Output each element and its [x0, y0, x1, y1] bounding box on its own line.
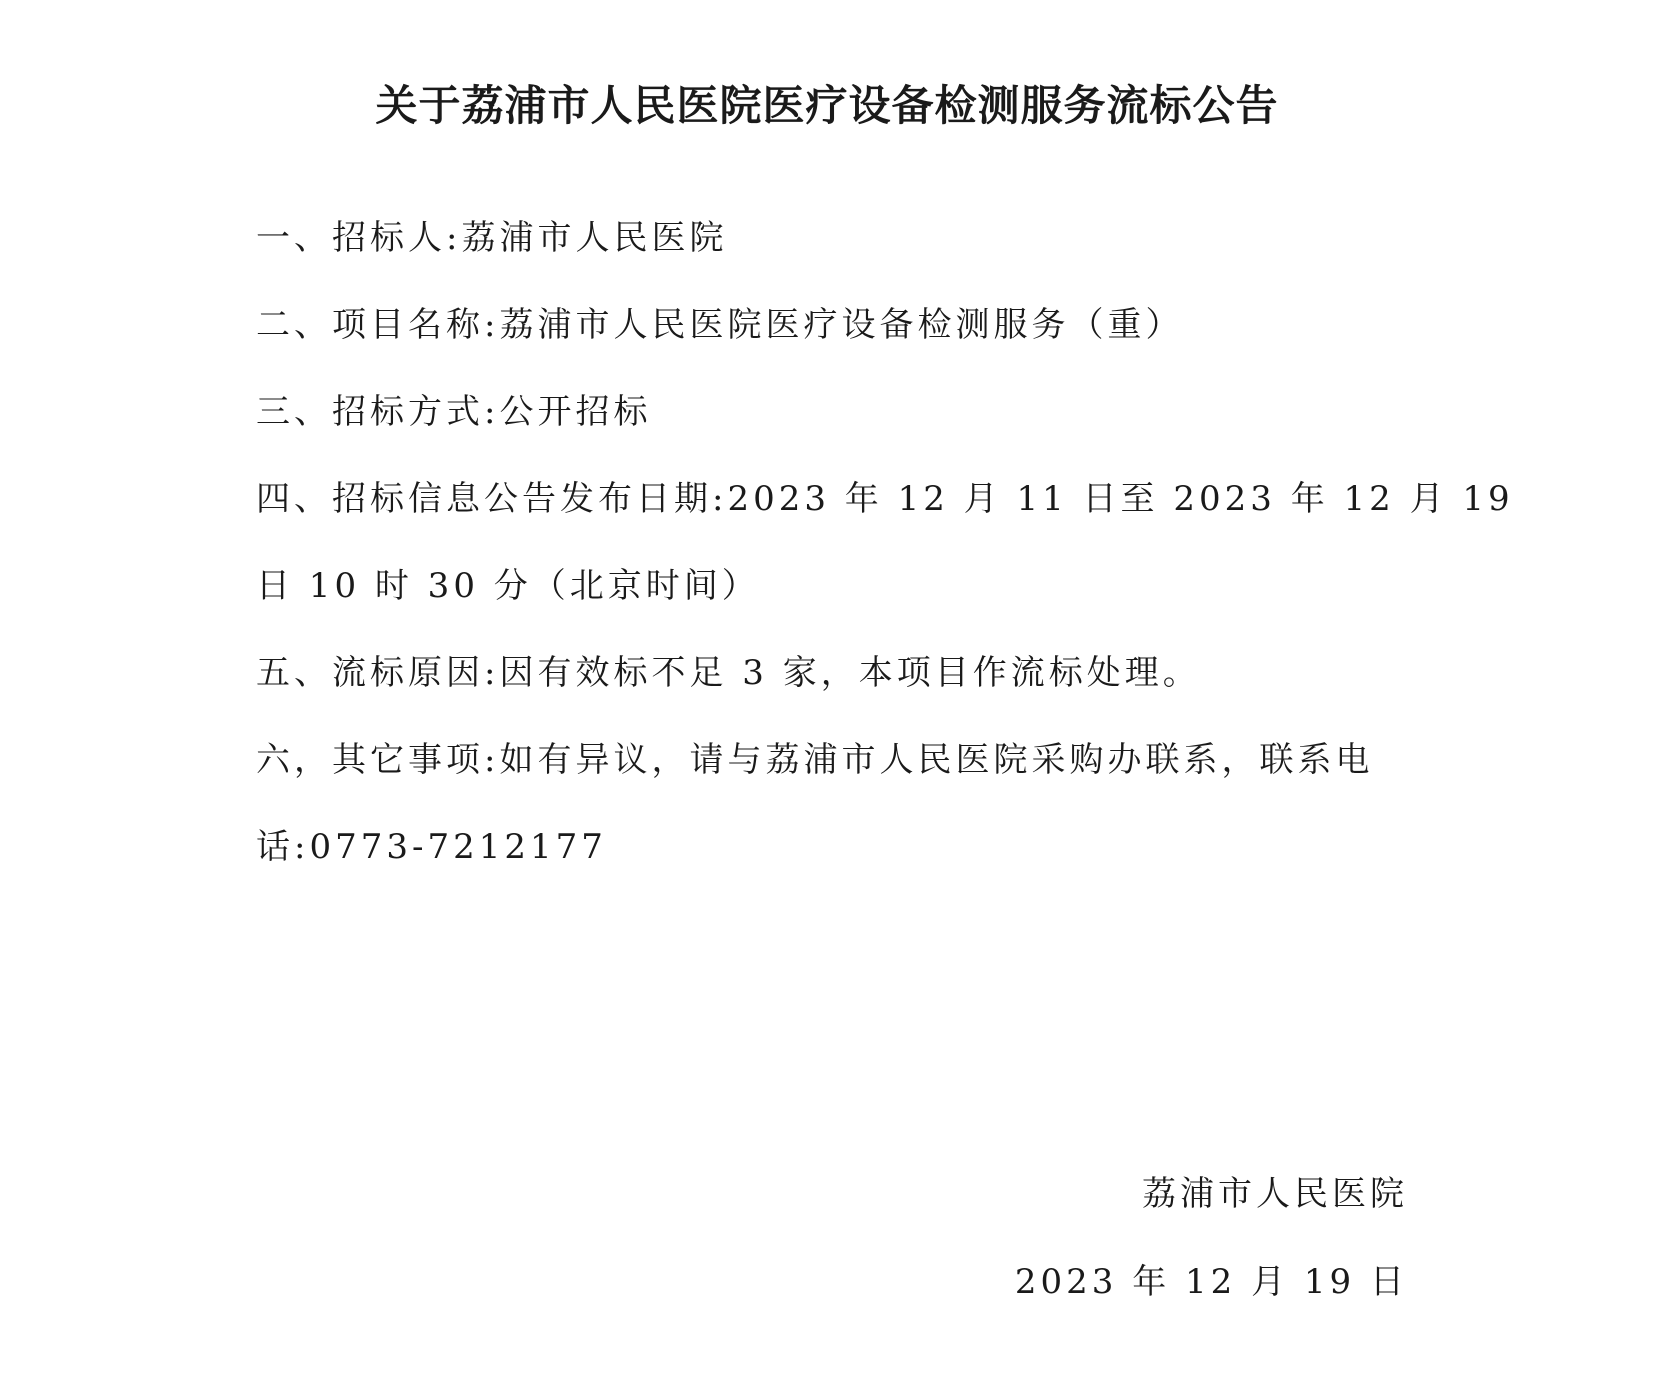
item-bidding-method: 三、招标方式:公开招标: [256, 392, 652, 432]
item-other-matters: 六，其它事项:如有异议，请与荔浦市人民医院采购办联系，联系电: [256, 740, 1374, 780]
document-title: 关于荔浦市人民医院医疗设备检测服务流标公告: [375, 81, 1279, 130]
signature-organization: 荔浦市人民医院: [1142, 1174, 1408, 1214]
item-failure-reason: 五、流标原因:因有效标不足 3 家，本项目作流标处理。: [256, 653, 1201, 693]
item-bidder: 一、招标人:荔浦市人民医院: [256, 218, 728, 258]
item-announcement-date-cont: 日 10 时 30 分（北京时间）: [256, 566, 760, 606]
item-project-name: 二、项目名称:荔浦市人民医院医疗设备检测服务（重）: [256, 305, 1184, 345]
item-other-matters-cont: 话:0773-7212177: [256, 827, 607, 867]
signature-date: 2023 年 12 月 19 日: [1014, 1262, 1408, 1302]
item-announcement-date: 四、招标信息公告发布日期:2023 年 12 月 11 日至 2023 年 12 月 19: [256, 479, 1514, 519]
